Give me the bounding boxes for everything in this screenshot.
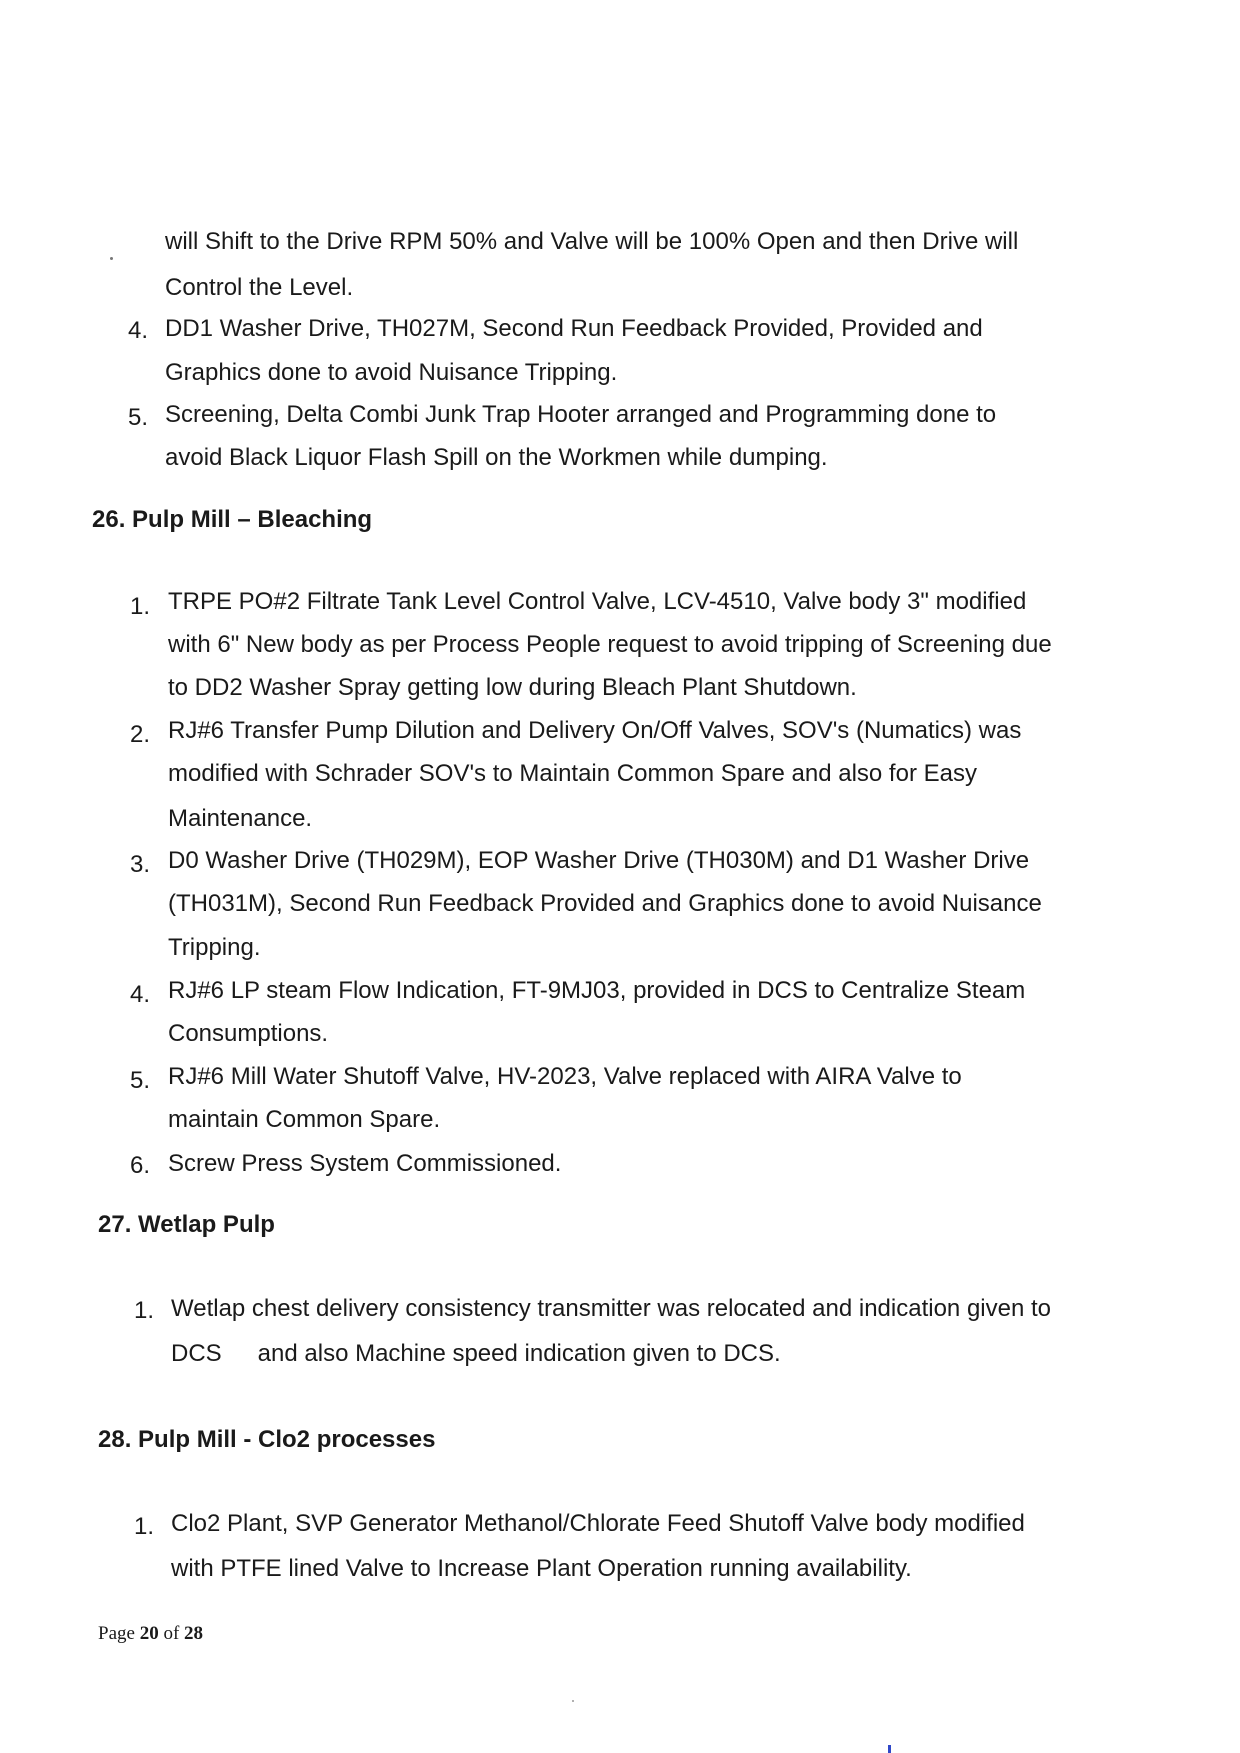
section26-item4-line2: Consumptions. bbox=[168, 1020, 329, 1047]
section28-item1-line1: Clo2 Plant, SVP Generator Methanol/Chlorate Feed Shutoff Valve body modified bbox=[171, 1510, 1025, 1537]
section25-item3-line1: will Shift to the Drive RPM 50% and Valve will be 100% Open and then Drive will bbox=[165, 228, 1019, 255]
section26-item2-line2: modified with Schrader SOV's to Maintain Common Spare and also for Easy bbox=[168, 760, 977, 787]
section26-item1-line1: TRPE PO#2 Filtrate Tank Level Control Valve, LCV-4510, Valve body 3" modified bbox=[168, 588, 1027, 615]
section26-item3-line3: Tripping. bbox=[168, 934, 261, 961]
section26-item2-number: 2. bbox=[130, 721, 151, 748]
section25-item4-number: 4. bbox=[128, 317, 149, 344]
section25-item4-line2: Graphics done to avoid Nuisance Tripping. bbox=[165, 359, 618, 386]
section26-item3-number: 3. bbox=[130, 851, 151, 878]
section26-item1-line2: with 6" New body as per Process People request to avoid tripping of Screening due bbox=[168, 631, 1052, 658]
section26-item3-line1: D0 Washer Drive (TH029M), EOP Washer Drive (TH030M) and D1 Washer Drive bbox=[168, 847, 1030, 874]
section26-item1-line3: to DD2 Washer Spray getting low during Bleach Plant Shutdown. bbox=[168, 674, 857, 701]
section26-item5-number: 5. bbox=[130, 1067, 151, 1094]
section26-item4-line1: RJ#6 LP steam Flow Indication, FT-9MJ03, provided in DCS to Centralize Steam bbox=[168, 977, 1026, 1004]
section25-item3-line2: Control the Level. bbox=[165, 274, 354, 301]
section26-item2-line1: RJ#6 Transfer Pump Dilution and Delivery On/Off Valves, SOV's (Numatics) was bbox=[168, 717, 1022, 744]
section26-item1-number: 1. bbox=[130, 593, 151, 620]
footer-of-word: of bbox=[163, 1623, 180, 1644]
section26-item2-line3: Maintenance. bbox=[168, 805, 313, 832]
section26-item6-line1: Screw Press System Commissioned. bbox=[168, 1150, 562, 1177]
section25-item5-number: 5. bbox=[128, 404, 149, 431]
section27-item1-line2-rest: and also Machine speed indication given to DCS. bbox=[257, 1340, 781, 1367]
section25-item5-line1: Screening, Delta Combi Junk Trap Hooter arranged and Programming done to bbox=[165, 401, 997, 428]
footer-page-word: Page bbox=[98, 1623, 135, 1644]
section28-item1-number: 1. bbox=[134, 1513, 155, 1540]
section25-item5-line2: avoid Black Liquor Flash Spill on the Workmen while dumping. bbox=[165, 444, 828, 471]
section25-item4-line1: DD1 Washer Drive, TH027M, Second Run Feedback Provided, Provided and bbox=[165, 315, 983, 342]
scan-mark bbox=[888, 1745, 891, 1753]
section27-item1-line2 bbox=[171, 1339, 781, 1369]
section26-heading: 26. Pulp Mill – Bleaching bbox=[92, 506, 373, 533]
scan-speck bbox=[110, 257, 113, 260]
section26-item3-line2: (TH031M), Second Run Feedback Provided and Graphics done to avoid Nuisance bbox=[168, 890, 1042, 917]
scan-speck bbox=[572, 1700, 574, 1702]
section27-item1-line1: Wetlap chest delivery consistency transmitter was relocated and indication given to bbox=[171, 1295, 1051, 1322]
section27-item1-line2-dcs: DCS bbox=[171, 1340, 222, 1367]
footer-page-total: 28 bbox=[184, 1623, 204, 1644]
section27-heading: 27. Wetlap Pulp bbox=[98, 1211, 275, 1238]
section26-item5-line2: maintain Common Spare. bbox=[168, 1106, 441, 1133]
section26-item4-number: 4. bbox=[130, 981, 151, 1008]
section28-item1-line2: with PTFE lined Valve to Increase Plant Operation running availability. bbox=[171, 1555, 912, 1582]
footer-page-number: 20 bbox=[139, 1623, 159, 1644]
section27-item1-number: 1. bbox=[134, 1297, 155, 1324]
section28-heading: 28. Pulp Mill - Clo2 processes bbox=[98, 1426, 436, 1453]
section26-item6-number: 6. bbox=[130, 1152, 151, 1179]
section26-item5-line1: RJ#6 Mill Water Shutoff Valve, HV-2023, Valve replaced with AIRA Valve to bbox=[168, 1063, 962, 1090]
page-footer bbox=[98, 1622, 203, 1646]
